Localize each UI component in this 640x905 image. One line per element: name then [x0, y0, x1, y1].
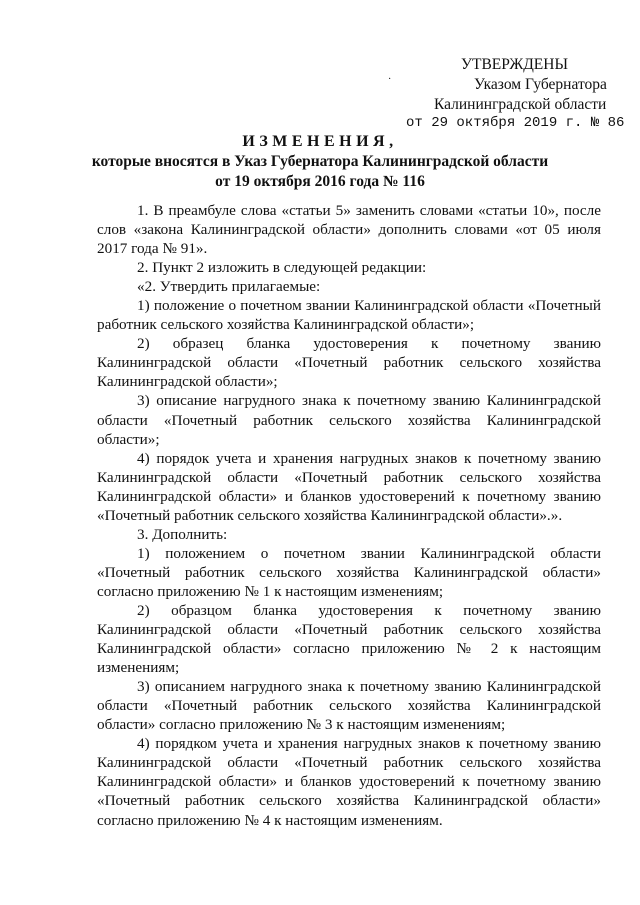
paragraph-item-3: 3. Дополнить: — [137, 525, 228, 543]
paragraph-subitem: 2) образцом бланка удостоверения к почетному званию Калининградской области «Почетный работник сельского хозяйства Калининградской области» согласно приложению № 2 к настоящим изменениям; — [97, 601, 601, 677]
paragraph-subitem: 2) образец бланка удостоверения к почетному званию Калининградской области «Почетный работник сельского хозяйства Калининградской области»; — [97, 335, 601, 391]
paragraph-item-1: 1. В преамбуле слова «статьи 5» заменить словами «статьи 10», после слов «закона Калининградской области» дополнить словами «от 05 июля 2017 года № 91». — [97, 202, 601, 258]
document-subtitle-line2: от 19 октября 2016 года № 116 — [215, 173, 425, 190]
paragraph-subitem: 4) порядком учета и хранения нагрудных знаков к почетному званию Калининградской области «Почетный работник сельского хозяйства Калининградской области» и бланков удостоверений к почетному званию «Почетный работник сельского хозяйства Калининградской области» согласно приложению № 4 к настоящим изменениям. — [97, 735, 601, 829]
paragraph-subitem: 3) описанием нагрудного знака к почетному званию Калининградской области «Почетный работник сельского хозяйства Калининградской области» согласно приложению № 3 к настоящим изменениям; — [97, 678, 601, 734]
approval-region: Калининградской области — [434, 96, 607, 113]
approval-title: УТВЕРЖДЕНЫ — [461, 56, 568, 73]
document-heading — [0, 132, 640, 192]
document-body — [97, 201, 601, 830]
paragraph-subitem: 1) положением о почетном звании Калининградской области «Почетный работник сельского хозяйства Калининградской области» согласно приложению № 1 к настоящим изменениям; — [97, 544, 601, 600]
paragraph-subitem: 3) описание нагрудного знака к почетному званию Калининградской области «Почетный работник сельского хозяйства Калининградской области»; — [97, 392, 601, 448]
paragraph-approve-list: «2. Утвердить прилагаемые: — [137, 278, 321, 296]
document-title: ИЗМЕНЕНИЯ, — [242, 133, 398, 150]
paragraph-subitem: 1) положение о почетном звании Калининградской области «Почетный работник сельского хозяйства Калининградской области»; — [97, 297, 601, 334]
approval-date-number: от 29 октября 2019 г. № 86 — [406, 115, 625, 131]
approval-issuer: Указом Губернатора — [474, 76, 607, 93]
paragraph-item-2: 2. Пункт 2 изложить в следующей редакции: — [137, 259, 427, 277]
paragraph-subitem: 4) порядок учета и хранения нагрудных знаков к почетному званию Калининградской области «Почетный работник сельского хозяйства Калининградской области» и бланков удостоверений к почетному званию «Почетный работник сельского хозяйства Калининградской области».». — [97, 449, 601, 524]
document-subtitle-line1: которые вносятся в Указ Губернатора Калининградской области — [91, 153, 549, 170]
scan-mark: · — [388, 74, 392, 85]
